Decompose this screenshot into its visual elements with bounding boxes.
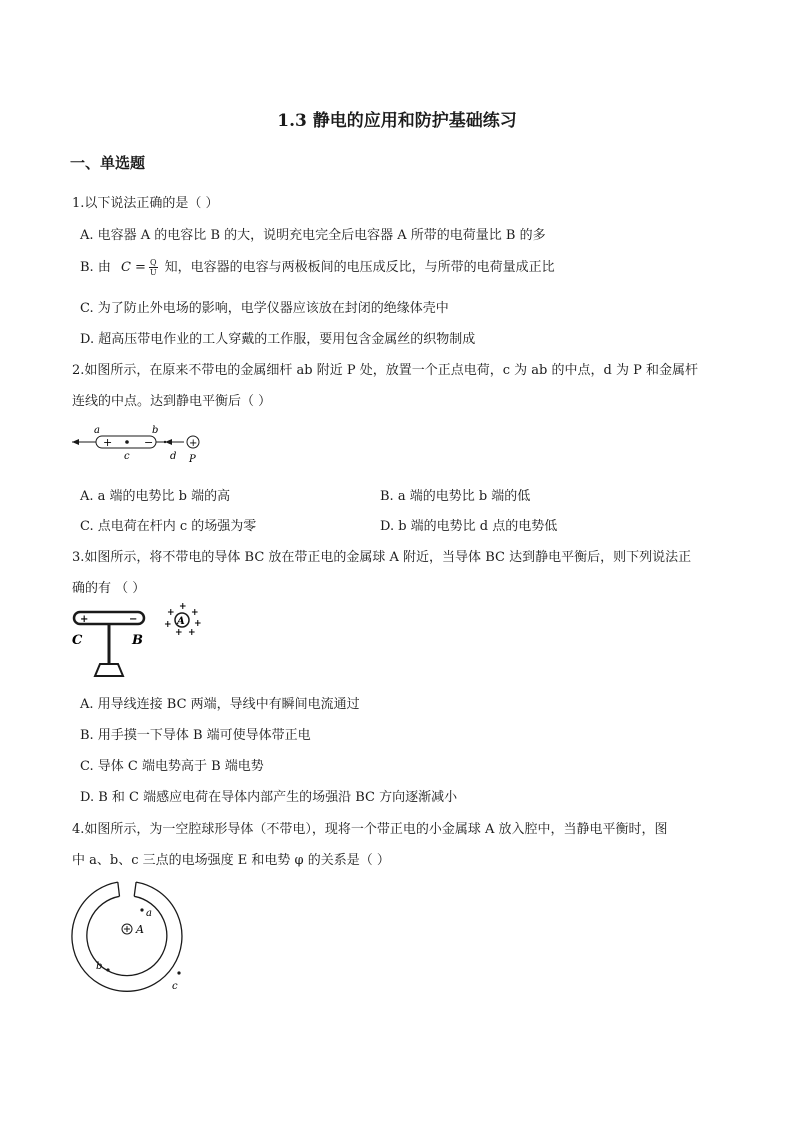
gap-edge [118, 882, 120, 896]
q2-option-d: D. b 端的电势比 d 点的电势低 [380, 519, 558, 534]
q3-option-c: C. 导体 C 端电势高于 B 端电势 [80, 759, 264, 774]
conductor-plus-sign: + [80, 614, 89, 625]
label-p: P [189, 454, 196, 465]
q2-option-b: B. a 端的电势比 b 端的低 [380, 489, 531, 504]
label-c: c [172, 981, 178, 992]
arrow-left-icon [72, 439, 79, 445]
label-b: B [132, 633, 143, 648]
charge-plus-sign: + [189, 438, 198, 449]
label-d: d [170, 451, 177, 462]
stand-base [95, 664, 123, 676]
plus-sign: + [191, 608, 199, 618]
q2-option-c: C. 点电荷在杆内 c 的场强为零 [80, 519, 257, 534]
label-a: a [94, 425, 100, 436]
q2-stem-line2: 连线的中点。达到静电平衡后（ ） [72, 394, 272, 409]
q4-stem-line2: 中 a、b、c 三点的电场强度 E 和电势 φ 的关系是（ ） [72, 853, 390, 868]
conductor-minus-sign: − [129, 614, 138, 625]
formula-fraction [149, 258, 158, 277]
plus-sign: + [175, 628, 183, 638]
formula-denominator: U [149, 268, 157, 277]
q1-option-b-prefix: B. 由 [80, 260, 111, 275]
q3-option-d: D. B 和 C 端感应电荷在导体内部产生的场强沿 BC 方向逐渐减小 [80, 790, 458, 805]
q3-figure-conductor-and-sphere [70, 602, 210, 682]
plus-sign: + [194, 619, 202, 629]
q1-option-c: C. 为了防止外电场的影响，电学仪器应该放在封闭的绝缘体壳中 [80, 301, 449, 316]
q2-figure-rod-and-charge [70, 422, 210, 470]
section-heading: 一、单选题 [70, 154, 146, 172]
rod-minus-sign: − [144, 436, 154, 449]
q1-stem: 1.以下说法正确的是（ ） [72, 196, 219, 211]
label-sphere-a: A [177, 616, 185, 627]
label-c: C [72, 633, 83, 648]
page-title: 1.3 静电的应用和防护基础练习 [277, 111, 517, 131]
label-sphere-a: A [136, 923, 144, 936]
q1-option-b [80, 256, 555, 280]
q4-stem-line1: 4.如图所示，为一空腔球形导体（不带电），现将一个带正电的小金属球 A 放入腔中，当静电平衡时，图 [72, 822, 668, 837]
plus-sign: + [179, 602, 187, 612]
q1-option-a: A. 电容器 A 的电容比 B 的大，说明充电完全后电容器 A 所带的电荷量比 B 的多 [80, 228, 546, 243]
formula-lhs: C = [120, 260, 146, 275]
q2-option-a: A. a 端的电势比 b 端的高 [80, 489, 231, 504]
plus-sign: + [188, 628, 196, 638]
rod-plus-sign: + [103, 436, 113, 449]
q3-stem-line1: 3.如图所示，将不带电的导体 BC 放在带正电的金属球 A 附近，当导体 BC 达到静电平衡后，则下列说法正 [72, 550, 692, 565]
gap-edge [134, 882, 136, 896]
q1-option-d: D. 超高压带电作业的工人穿戴的工作服，要用包含金属丝的织物制成 [80, 332, 476, 347]
plus-sign: + [164, 620, 172, 630]
label-b: b [152, 425, 159, 436]
q3-option-a: A. 用导线连接 BC 两端，导线中有瞬间电流通过 [80, 697, 360, 712]
label-b: b [96, 961, 103, 972]
label-c: c [124, 451, 130, 462]
label-a: a [146, 908, 152, 919]
q4-figure-hollow-sphere [68, 878, 198, 998]
q2-stem-line1: 2.如图所示，在原来不带电的金属细杆 ab 附近 P 处，放置一个正点电荷，c 为 ab 的中点，d 为 P 和金属杆 [72, 363, 698, 378]
point-c-dot [177, 971, 180, 974]
point-b-dot [106, 968, 109, 971]
q1-option-b-text: 知，电容器的电容与两极板间的电压成反比，与所带的电荷量成正比 [164, 260, 555, 275]
q3-option-b: B. 用手摸一下导体 B 端可使导体带正电 [80, 728, 311, 743]
plus-sign: + [167, 608, 175, 618]
q3-stem-line2: 确的有 （ ） [72, 581, 146, 596]
midpoint-c-dot [125, 440, 129, 444]
point-a-dot [140, 908, 143, 911]
outer-surface [72, 882, 182, 991]
point-d-dot [164, 441, 166, 443]
formula-numerator: Q [149, 258, 157, 267]
